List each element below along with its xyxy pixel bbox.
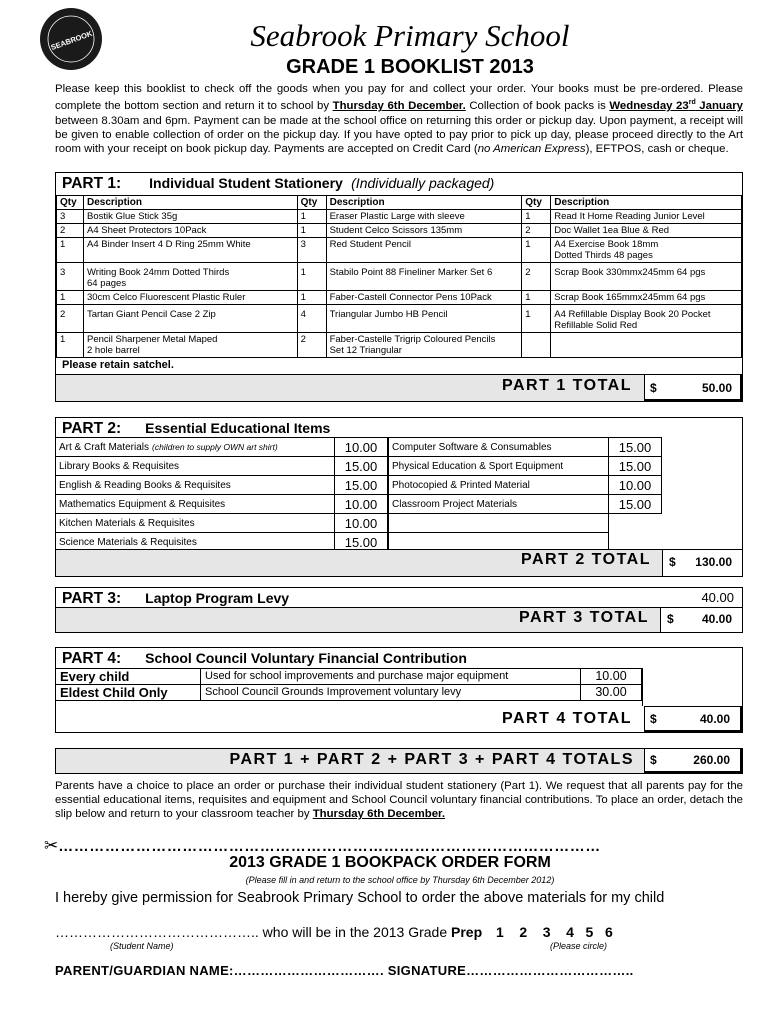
table-row (57, 238, 742, 263)
grade-options[interactable]: 1 2 3 4 5 6 (496, 924, 613, 940)
table-row (57, 263, 742, 291)
part4-heading: PART 4: School Council Voluntary Financial Contribution (62, 650, 467, 667)
part2-right-table (388, 437, 662, 552)
part4-table (55, 668, 642, 701)
list-item (389, 495, 662, 514)
item-qty: 1 (522, 291, 551, 305)
part4-total-label: PART 4 TOTAL (502, 710, 632, 727)
order-form-subtitle: (Please fill in and return to the school office by Thursday 6th December 2012) (245, 875, 555, 885)
table-row (57, 291, 742, 305)
item-qty: 1 (57, 238, 84, 263)
item-description (551, 333, 742, 358)
list-item (389, 514, 662, 533)
item-amount: 10.00 (335, 514, 388, 533)
item-qty: 2 (297, 333, 326, 358)
item-amount: 10.00 (335, 438, 388, 457)
cut-line: ✂…………………………………………………………………………………………… (44, 836, 601, 855)
part1-total-bar (55, 374, 743, 402)
item-description: Faber-Castelle Trigrip Coloured Pencils Set 12 Triangular (326, 333, 522, 358)
item-description: Physical Education & Sport Equipment (389, 457, 609, 476)
item-qty: 3 (297, 238, 326, 263)
grand-total-value: 260.00 (693, 753, 730, 767)
item-description (389, 514, 609, 533)
item-description: Science Materials & Requisites (56, 533, 335, 552)
item-qty: 2 (57, 224, 84, 238)
item-description: Library Books & Requisites (56, 457, 335, 476)
student-name-field[interactable]: …………………………………….. (55, 924, 259, 940)
part1-section (55, 172, 743, 402)
part4-blank-cell (642, 668, 744, 706)
table-row (57, 333, 742, 358)
grand-total-box: $ 260.00 (644, 748, 743, 774)
item-qty: 3 (57, 210, 84, 224)
parent-name-field[interactable]: ……………………………. (233, 963, 384, 978)
part3-total-value: 40.00 (701, 612, 732, 626)
part1-table (56, 195, 742, 358)
part4-total-box: $ 40.00 (644, 706, 743, 733)
item-amount: 15.00 (335, 476, 388, 495)
table-row (56, 669, 642, 685)
part3-levy-value: 40.00 (701, 590, 734, 605)
item-qty: 1 (522, 210, 551, 224)
list-item (389, 457, 662, 476)
grade-prep-option[interactable]: Prep (451, 924, 483, 940)
page-title: GRADE 1 BOOKLIST 2013 (286, 56, 534, 78)
item-description: Art & Craft Materials (children to supply OWN art shirt) (56, 438, 335, 457)
table-row (57, 224, 742, 238)
item-amount: 15.00 (609, 457, 662, 476)
item-description: Scrap Book 330mmx245mm 64 pgs (551, 263, 742, 291)
item-amount: 15.00 (335, 533, 388, 552)
item-qty: 2 (522, 224, 551, 238)
outro-paragraph: Parents have a choice to place an order or purchase their individual student stationery (Part 1). We request that all parents pay for the essential educational items, requisites and equipment and School Council voluntary financial contributions. To place an order, detach the slip below and return to your classroom teacher by Thursday 6th December. (55, 780, 743, 820)
signature-field[interactable]: ……………………………….. (466, 963, 634, 978)
item-qty (522, 333, 551, 358)
item-qty: 2 (57, 305, 84, 333)
item-description: Photocopied & Printed Material (389, 476, 609, 495)
part3-total-box: $ 40.00 (660, 607, 743, 633)
order-form-title: 2013 GRADE 1 BOOKPACK ORDER FORM (229, 854, 551, 871)
item-description: Stabilo Point 88 Fineliner Marker Set 6 (326, 263, 522, 291)
contribution-amount: 30.00 (581, 685, 642, 701)
item-description: Scrap Book 165mmx245mm 64 pgs (551, 291, 742, 305)
table-row (57, 305, 742, 333)
part3-heading: PART 3: Laptop Program Levy (62, 590, 290, 607)
contributor-type: Eldest Child Only (56, 685, 201, 701)
part1-total-value: 50.00 (701, 381, 732, 395)
item-description: Faber-Castell Connector Pens 10Pack (326, 291, 522, 305)
item-amount: 15.00 (609, 438, 662, 457)
item-description: A4 Sheet Protectors 10Pack (83, 224, 297, 238)
item-description: Triangular Jumbo HB Pencil (326, 305, 522, 333)
item-description: Kitchen Materials & Requisites (56, 514, 335, 533)
list-item (56, 476, 388, 495)
intro-paragraph: Please keep this booklist to check off the goods when you pay for and collect your order. Your books must be pre-ordered. Please complete the bottom section and return it to school by Thursday 6th December. Collection of book packs is Wednesday 23rd January between 8.30am and 6pm. Payment can be made at the school office on returning this order or pickup day. Upon payment, a receipt will be given to enable collection of order on the pickup day. If you have opted to pay prior to pick up day, please proceed directly to the Art room with your receipt on book pickup day. Payments are accepted on Credit Card (no American Express), EFTPOS, cash or cheque. (55, 83, 743, 156)
item-description: A4 Binder Insert 4 D Ring 25mm White (83, 238, 297, 263)
parent-signature-line: PARENT/GUARDIAN NAME:……………………………. SIGNATURE……………………………….. (55, 963, 634, 978)
item-description: Pencil Sharpener Metal Maped 2 hole barrel (83, 333, 297, 358)
part1-total-box: $ 50.00 (644, 374, 743, 402)
part4-total-value: 40.00 (699, 712, 730, 726)
item-qty: 1 (297, 291, 326, 305)
item-description: Mathematics Equipment & Requisites (56, 495, 335, 514)
item-amount: 15.00 (335, 457, 388, 476)
description-header: Description (326, 196, 522, 210)
item-description: Computer Software & Consumables (389, 438, 609, 457)
item-description: Read It Home Reading Junior Level (551, 210, 742, 224)
item-description: Red Student Pencil (326, 238, 522, 263)
item-qty: 1 (522, 305, 551, 333)
item-description: Writing Book 24mm Dotted Thirds 64 pages (83, 263, 297, 291)
item-qty: 1 (297, 263, 326, 291)
table-row (57, 210, 742, 224)
item-description: 30cm Celco Fluorescent Plastic Ruler (83, 291, 297, 305)
school-name: Seabrook Primary School (250, 18, 570, 53)
student-name-caption: (Student Name) (110, 941, 174, 951)
item-qty: 1 (297, 224, 326, 238)
contribution-amount: 10.00 (581, 669, 642, 685)
circle-caption: (Please circle) (550, 941, 608, 951)
part3-total-label: PART 3 TOTAL (519, 609, 649, 626)
list-item (56, 495, 388, 514)
part1-total-label: PART 1 TOTAL (502, 377, 632, 394)
description-header: Description (83, 196, 297, 210)
item-qty: 1 (522, 238, 551, 263)
qty-header: Qty (57, 196, 84, 210)
student-line: …………………………………….. who will be in the 2013 Grade Prep 1 2 3 4 5 6 (55, 924, 613, 940)
item-amount: 15.00 (609, 495, 662, 514)
item-qty: 1 (57, 291, 84, 305)
permission-text: I hereby give permission for Seabrook Primary School to order the above materials for my child (55, 890, 665, 906)
item-qty: 1 (297, 210, 326, 224)
item-amount (609, 514, 662, 533)
item-description: A4 Refillable Display Book 20 Pocket Refillable Solid Red (551, 305, 742, 333)
item-description: Doc Wallet 1ea Blue & Red (551, 224, 742, 238)
item-amount: 10.00 (609, 476, 662, 495)
list-item (56, 514, 388, 533)
contribution-description: School Council Grounds Improvement voluntary levy (201, 685, 581, 701)
list-item (56, 438, 388, 457)
item-qty: 3 (57, 263, 84, 291)
scissors-icon: ✂ (44, 836, 59, 855)
contributor-type: Every child (56, 669, 201, 685)
item-description: Student Celco Scissors 135mm (326, 224, 522, 238)
item-description: Classroom Project Materials (389, 495, 609, 514)
part2-heading: PART 2: Essential Educational Items (62, 420, 331, 437)
part2-total-value: 130.00 (695, 555, 732, 569)
part1-heading: PART 1: Individual Student Stationery (Individually packaged) (62, 175, 495, 192)
item-description: English & Reading Books & Requisites (56, 476, 335, 495)
qty-header: Qty (522, 196, 551, 210)
part2-total-label: PART 2 TOTAL (521, 551, 651, 568)
item-description: A4 Exercise Book 18mm Dotted Thirds 48 pages (551, 238, 742, 263)
part2-total-box: $ 130.00 (662, 549, 743, 577)
logo-text: SEABROOK (49, 28, 94, 53)
grand-total-label: PART 1 + PART 2 + PART 3 + PART 4 TOTALS (229, 751, 634, 768)
list-item (56, 457, 388, 476)
item-qty: 2 (522, 263, 551, 291)
item-description: Bostik Glue Stick 35g (83, 210, 297, 224)
item-description: Tartan Giant Pencil Case 2 Zip (83, 305, 297, 333)
part2-left-table (55, 437, 388, 552)
retain-note: Please retain satchel. (62, 359, 174, 371)
item-qty: 1 (57, 333, 84, 358)
qty-header: Qty (297, 196, 326, 210)
contribution-description: Used for school improvements and purchase major equipment (201, 669, 581, 685)
table-row (56, 685, 642, 701)
item-qty: 4 (297, 305, 326, 333)
item-description: Eraser Plastic Large with sleeve (326, 210, 522, 224)
description-header: Description (551, 196, 742, 210)
list-item (389, 438, 662, 457)
item-amount: 10.00 (335, 495, 388, 514)
list-item (389, 476, 662, 495)
